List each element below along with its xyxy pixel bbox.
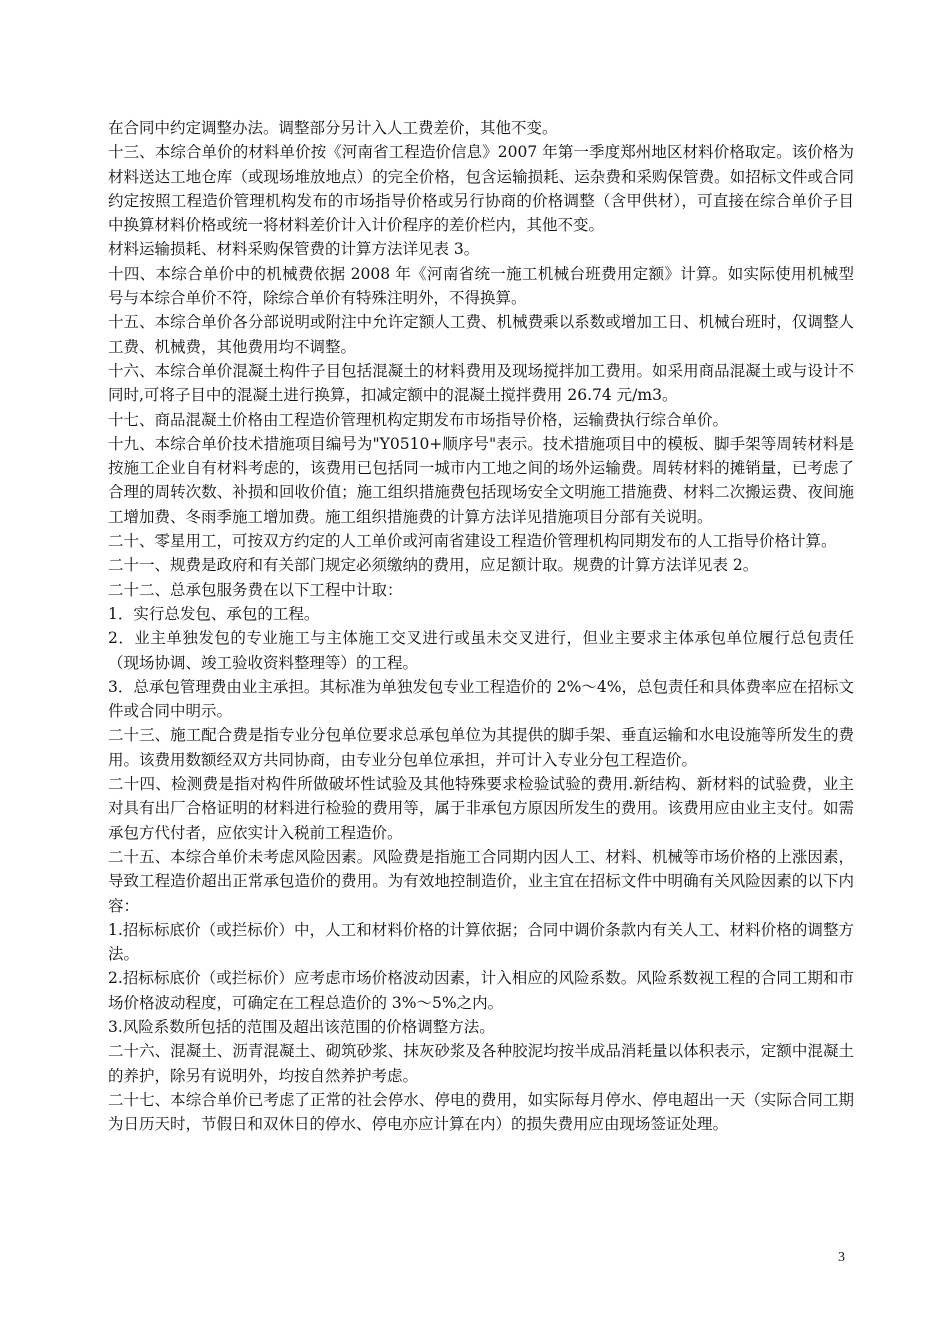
paragraph: 二十一、规费是政府和有关部门规定必须缴纳的费用，应足额计取。规费的计算方法详见表 2。 — [108, 556, 759, 575]
list-item: 2.招标标底价（或拦标价）应考虑市场价格波动因素，计入相应的风险系数。风险系数视工程的合同工期和市场价格波动程度，可确定在工程总造价的 3%～5%之内。 — [108, 969, 854, 1012]
body-text — [108, 116, 854, 1136]
list-item: 2．业主单独发包的专业施工与主体施工交叉进行或虽未交叉进行，但业主要求主体承包单位履行总包责任（现场协调、竣工验收资料整理等）的工程。 — [108, 629, 854, 672]
paragraph: 二十二、总承包服务费在以下工程中计取： — [108, 580, 403, 599]
page-number: 3 — [838, 1250, 845, 1265]
paragraph: 二十七、本综合单价已考虑了正常的社会停水、停电的费用，如实际每月停水、停电超出一天（实际合同工期为日历天时，节假日和双休日的停水、停电亦应计算在内）的损失费用应由现场签证处理。 — [108, 1090, 854, 1134]
paragraph: 二十、零星用工，可按双方约定的人工单价或河南省建设工程造价管理机构同期发布的人工指导价格计算。 — [108, 532, 837, 551]
list-item: 3.风险系数所包括的范围及超出该范围的价格调整方法。 — [108, 1017, 495, 1036]
paragraph: 材料运输损耗、材料采购保管费的计算方法详见表 3。 — [108, 240, 480, 259]
paragraph: 十七、商品混凝土价格由工程造价管理机构定期发布市场指导价格，运输费执行综合单价。 — [108, 410, 729, 429]
paragraph: 二十五、本综合单价未考虑风险因素。风险费是指施工合同期内因人工、材料、机械等市场价格的上涨因素，导致工程造价超出正常承包造价的费用。为有效地控制造价，业主宜在招标文件中明确有关风险因素的以下内容： — [108, 847, 854, 915]
list-item: 1.招标标底价（或拦标价）中，人工和材料价格的计算依据；合同中调价条款内有关人工、材料价格的调整方法。 — [108, 920, 854, 964]
paragraph: 二十六、混凝土、沥青混凝土、砌筑砂浆、抹灰砂浆及各种胶泥均按半成品消耗量以体积表示，定额中混凝土的养护，除另有说明外，均按自然养护考虑。 — [108, 1042, 854, 1085]
paragraph: 十九、本综合单价技术措施项目编号为"Y0510+顺序号"表示。技术措施项目中的模板、脚手架等周转材料是按施工企业自有材料考虑的，该费用已包括同一城市内工地之间的场外运输费。周转材料的摊销量，已考虑了合理的周转次数、补损和回收价值；施工组织措施费包括现场安全文明施工措施费、材料二次搬运费、夜间施工增加费、冬雨季施工增加费。施工组织措施费的计算方法详见措施项目分部有关说明。 — [108, 434, 854, 526]
list-item: 3．总承包管理费由业主承担。其标准为单独发包专业工程造价的 2%～4%，总包责任和具体费率应在招标文件或合同中明示。 — [108, 677, 854, 721]
paragraph: 十五、本综合单价各分部说明或附注中允许定额人工费、机械费乘以系数或增加工日、机械台班时，仅调整人工费、机械费，其他费用均不调整。 — [108, 313, 854, 356]
paragraph: 十四、本综合单价中的机械费依据 2008 年《河南省统一施工机械台班费用定额》计算。如实际使用机械型号与本综合单价不符，除综合单价有特殊注明外，不得换算。 — [108, 264, 854, 308]
paragraph: 二十四、检测费是指对构件所做破坏性试验及其他特殊要求检验试验的费用.新结构、新材料的试验费，业主对具有出厂合格证明的材料进行检验的费用等，属于非承包方原因所发生的费用。该费用应由业主支付。如需承包方代付者，应依实计入税前工程造价。 — [108, 775, 854, 842]
list-item: 1．实行总发包、承包的工程。 — [108, 604, 320, 623]
paragraph: 十六、本综合单价混凝土构件子目包括混凝土的材料费用及现场搅拌加工费用。如采用商品混凝土或与设计不同时,可将子目中的混凝土进行换算，扣减定额中的混凝土搅拌费用 26.74 元/m3。 — [108, 361, 854, 405]
paragraph: 二十三、施工配合费是指专业分包单位要求总承包单位为其提供的脚手架、垂直运输和水电设施等所发生的费用。该费用数额经双方共同协商，由专业分包单位承担，并可计入专业分包工程造价。 — [108, 726, 854, 769]
paragraph: 十三、本综合单价的材料单价按《河南省工程造价信息》2007 年第一季度郑州地区材料价格取定。该价格为材料送达工地仓库（或现场堆放地点）的完全价格，包含运输损耗、运杂费和采购保管费。如招标文件或合同约定按照工程造价管理机构发布的市场指导价格或另行协商的价格调整（含甲供材），可直接在综合单价子目中换算材料价格或统一将材料差价计入计价程序的差价栏内，其他不变。 — [108, 143, 854, 235]
paragraph: 在合同中约定调整办法。调整部分另计入人工费差价，其他不变。 — [108, 119, 558, 137]
